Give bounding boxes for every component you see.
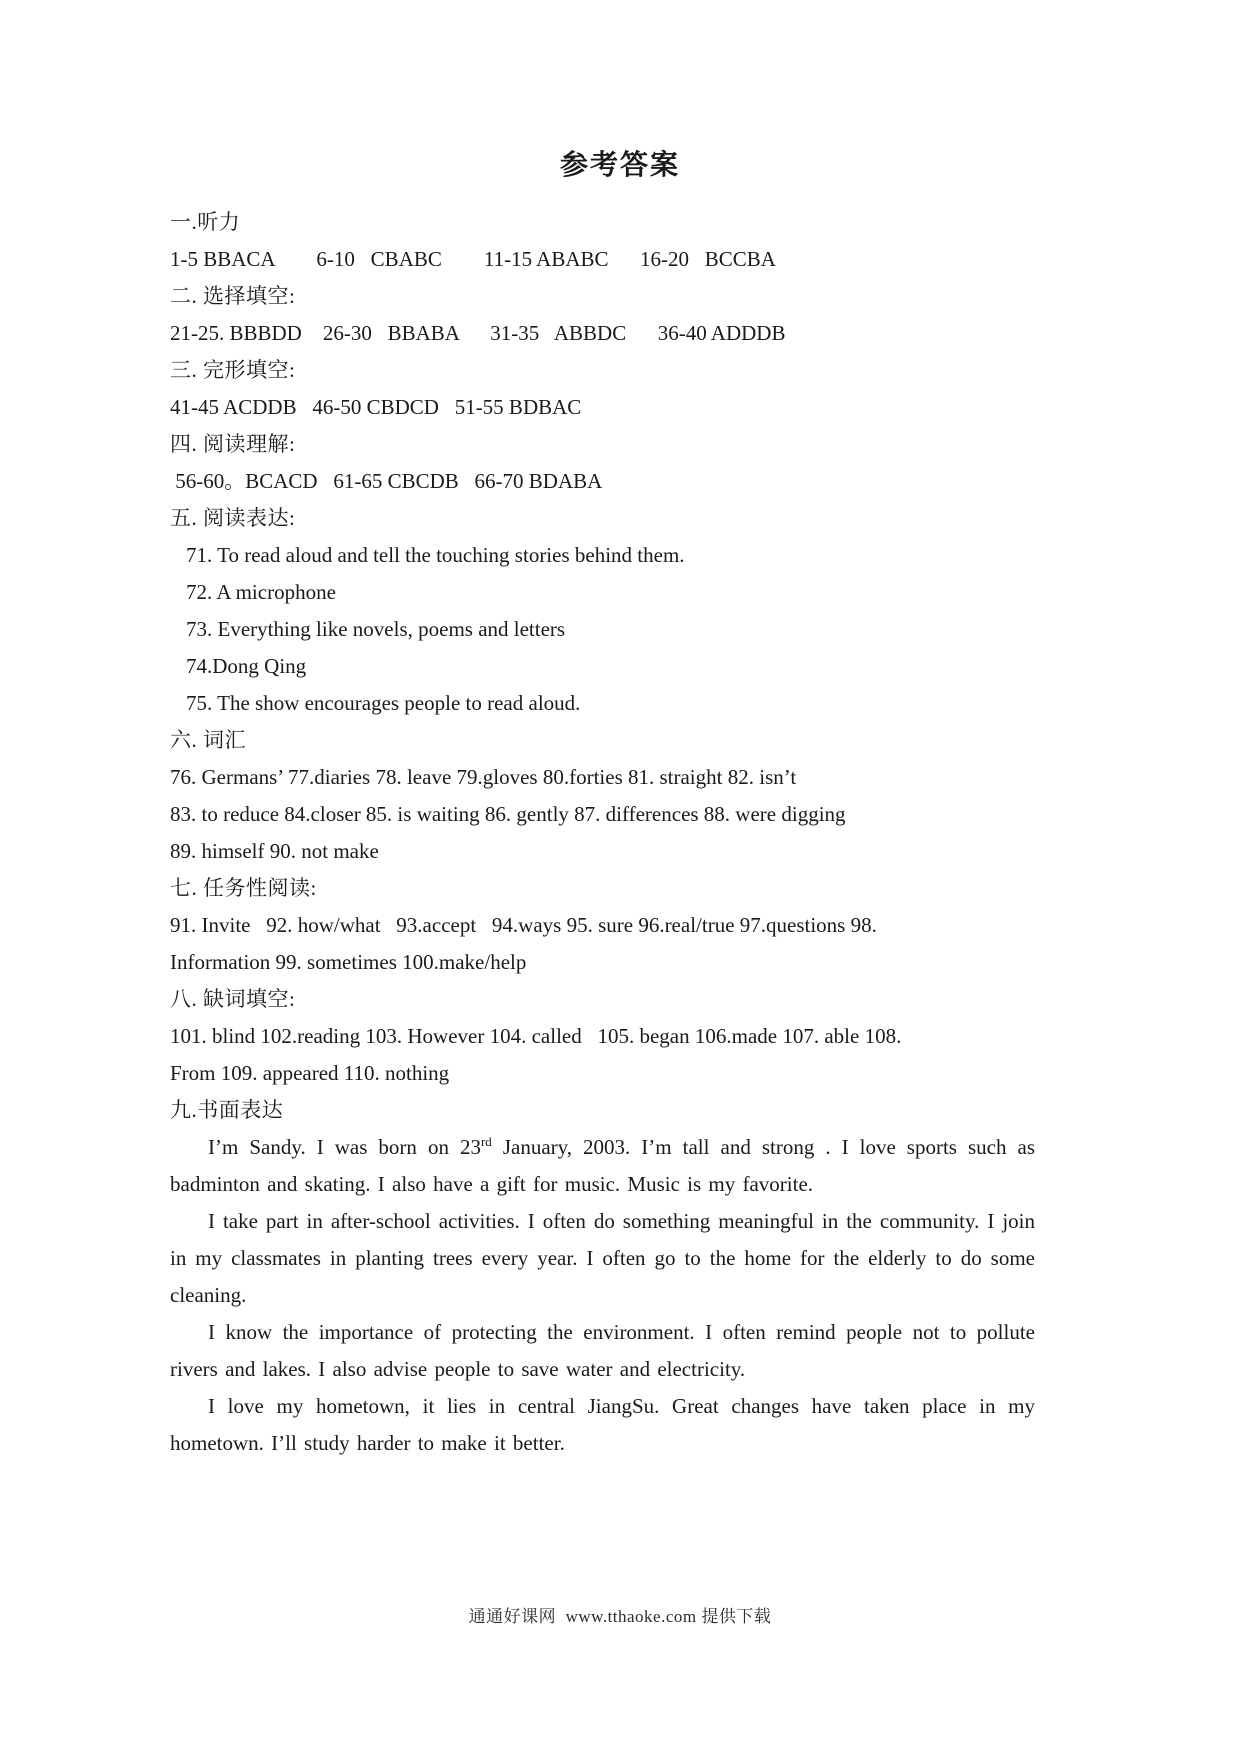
answer-line: 91. Invite 92. how/what 93.accept 94.ways 95. sure 96.real/true 97.questions 98. [170,913,877,937]
answer-line: Information 99. sometimes 100.make/help [170,950,527,974]
answer-line: 73. Everything like novels, poems and letters [186,617,566,641]
answer-line: 21-25. BBBDD 26-30 BBABA 31-35 ABBDC 36-40 ADDDB [170,321,786,345]
answer-line: From 109. appeared 110. nothing [170,1061,450,1085]
answer-line: 75. The show encourages people to read aloud. [186,691,581,715]
section-heading-missing-words: 八. 缺词填空: [170,987,296,1011]
essay-paragraph-3: I know the importance of protecting the environment. I often remind people not to pollute rivers and lakes. I also advise people to save water and electricity. [170,1320,1035,1381]
essay-paragraph-4: I love my hometown, it lies in central JiangSu. Great changes have taken place in my hometown. I’ll study harder to make it better. [170,1394,1035,1455]
answer-line: 76. Germans’ 77.diaries 78. leave 79.gloves 80.forties 81. straight 82. isn’t [170,765,797,789]
section-heading-listening: 一.听力 [170,210,241,234]
footer-watermark: 通通好课网 www.tthaoke.com 提供下载 [468,1607,772,1626]
section-heading-task-reading: 七. 任务性阅读: [170,876,317,900]
essay-sample [170,1129,1070,1462]
essay-text: January, 2003. I’m tall and strong . I love sports such as badminton and skating. I also have a gift for music. Music is my favorite. [170,1135,1035,1196]
answer-line: 89. himself 90. not make [170,839,379,863]
essay-paragraph-2: I take part in after-school activities. I often do something meaningful in the community. I join in my classmates in planting trees every year. I often go to the home for the elderly to do some cleaning. [170,1209,1035,1307]
document-body [170,150,1070,1462]
answer-line: 41-45 ACDDB 46-50 CBDCD 51-55 BDBAC [170,395,582,419]
page-title: 参考答案 [559,150,680,181]
answer-line: 72. A microphone [186,580,336,604]
section-heading-cloze: 三. 完形填空: [170,358,296,382]
essay-paragraph-1 [170,1129,1035,1203]
section-heading-vocabulary: 六. 词汇 [170,728,246,752]
answer-line: 56-60。BCACD 61-65 CBCDB 66-70 BDABA [170,469,603,493]
answer-line: 1-5 BBACA 6-10 CBABC 11-15 ABABC 16-20 BCCBA [170,247,776,271]
answer-line: 71. To read aloud and tell the touching stories behind them. [186,543,685,567]
section-heading-written-expression: 九.书面表达 [170,1098,284,1122]
section-heading-multiple-choice: 二. 选择填空: [170,284,296,308]
answer-line: 83. to reduce 84.closer 85. is waiting 86. gently 87. differences 88. were digging [170,802,846,826]
answer-line: 101. blind 102.reading 103. However 104. called 105. began 106.made 107. able 108. [170,1024,902,1048]
ordinal-superscript: rd [480,1134,492,1149]
section-heading-reading-expression: 五. 阅读表达: [170,506,296,530]
answer-line: 74.Dong Qing [186,654,307,678]
section-heading-reading-comprehension: 四. 阅读理解: [170,432,296,456]
essay-text: I’m Sandy. I was born on 23 [208,1135,481,1159]
